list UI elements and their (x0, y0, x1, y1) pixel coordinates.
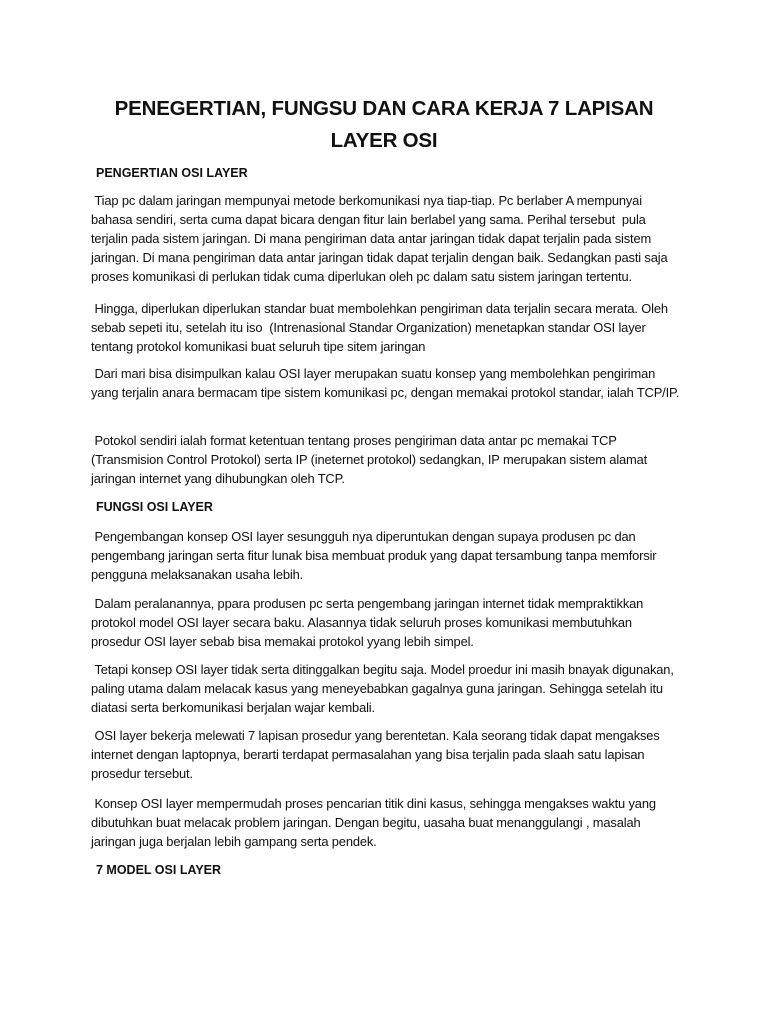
paragraph: Hingga, diperlukan diperlukan standar buat membolehkan pengiriman data terjalin secara merata. Oleh sebab sepeti itu, setelah itu iso (Intrenasional Standar Organization) menetapkan standar OSI layer tentang protokol komunikasi buat seluruh tipe sitem jaringan (91, 301, 672, 354)
paragraph: Pengembangan konsep OSI layer sesungguh nya diperuntukan dengan supaya produsen pc dan pengembang jaringan serta fitur lunak bisa membuat produk yang dapat tersambung tanpa memforsir pengguna melaksanakan usaha lebih. (91, 529, 660, 582)
paragraph: Konsep OSI layer mempermudah proses pencarian titik dini kasus, sehingga mengakses waktu yang dibutuhkan buat melacak problem jaringan. Dengan begitu, uasaha buat menanggulangi , masalah jaringan juga berjalan lebih gampang serta pendek. (91, 796, 660, 849)
paragraph: Dari mari bisa disimpulkan kalau OSI layer merupakan suatu konsep yang membolehkan pengiriman yang terjalin anara bermacam tipe sistem komunikasi pc, dengan memakai protokol standar, ialah TCP/IP. (91, 366, 680, 400)
document-title: PENEGERTIAN, FUNGSU DAN CARA KERJA 7 LAPISAN LAYER OSI (114, 97, 654, 152)
section-heading-fungsi: FUNGSI OSI LAYER (96, 500, 213, 514)
paragraph: Tetapi konsep OSI layer tidak serta ditinggalkan begitu saja. Model proedur ini masih bnayak digunakan, paling utama dalam melacak kasus yang meneyebabkan gagalnya guna jaringan. Sehingga setelah itu diatasi serta berkomunikasi berjalan wajar kembali. (91, 662, 678, 715)
paragraph: Tiap pc dalam jaringan mempunyai metode berkomunikasi nya tiap-tiap. Pc berlaber A mempunyai bahasa sendiri, serta cuma dapat bicara dengan fitur lain berlabel yang sama. Perihal tersebut pula terjalin pada sistem jaringan. Di mana pengiriman data antar jaringan tidak dapat terjalin pada sistem jaringan. Di mana pengiriman data antar jaringan tidak dapat terjalin dengan baik. Sedangkan pasti saja proses komunikasi di perlukan tidak cuma diperlukan oleh pc dalam satu sistem jaringan tertentu. (91, 193, 671, 284)
paragraph: Potokol sendiri ialah format ketentuan tentang proses pengiriman data antar pc memakai TCP (Transmision Control Protokol) serta IP (ineternet protokol) sedangkan, IP merupakan sistem alamat jaringan internet yang dihubungkan oleh TCP. (91, 433, 651, 486)
paragraph: Dalam peralanannya, ppara produsen pc serta pengembang jaringan internet tidak mempraktikkan protokol model OSI layer secara baku. Alasannya tidak seluruh proses komunikasi membutuhkan prosedur OSI layer sebab bisa memakai protokol yyang lebih simpel. (91, 596, 647, 649)
paragraph: OSI layer bekerja melewati 7 lapisan prosedur yang berentetan. Kala seorang tidak dapat mengakses internet dengan laptopnya, berarti terdapat permasalahan yang bisa terjalin pada slaah satu lapisan prosedur tersebut. (91, 728, 664, 781)
section-heading-pengertian: PENGERTIAN OSI LAYER (96, 166, 248, 180)
section-heading-model: 7 MODEL OSI LAYER (96, 863, 222, 877)
